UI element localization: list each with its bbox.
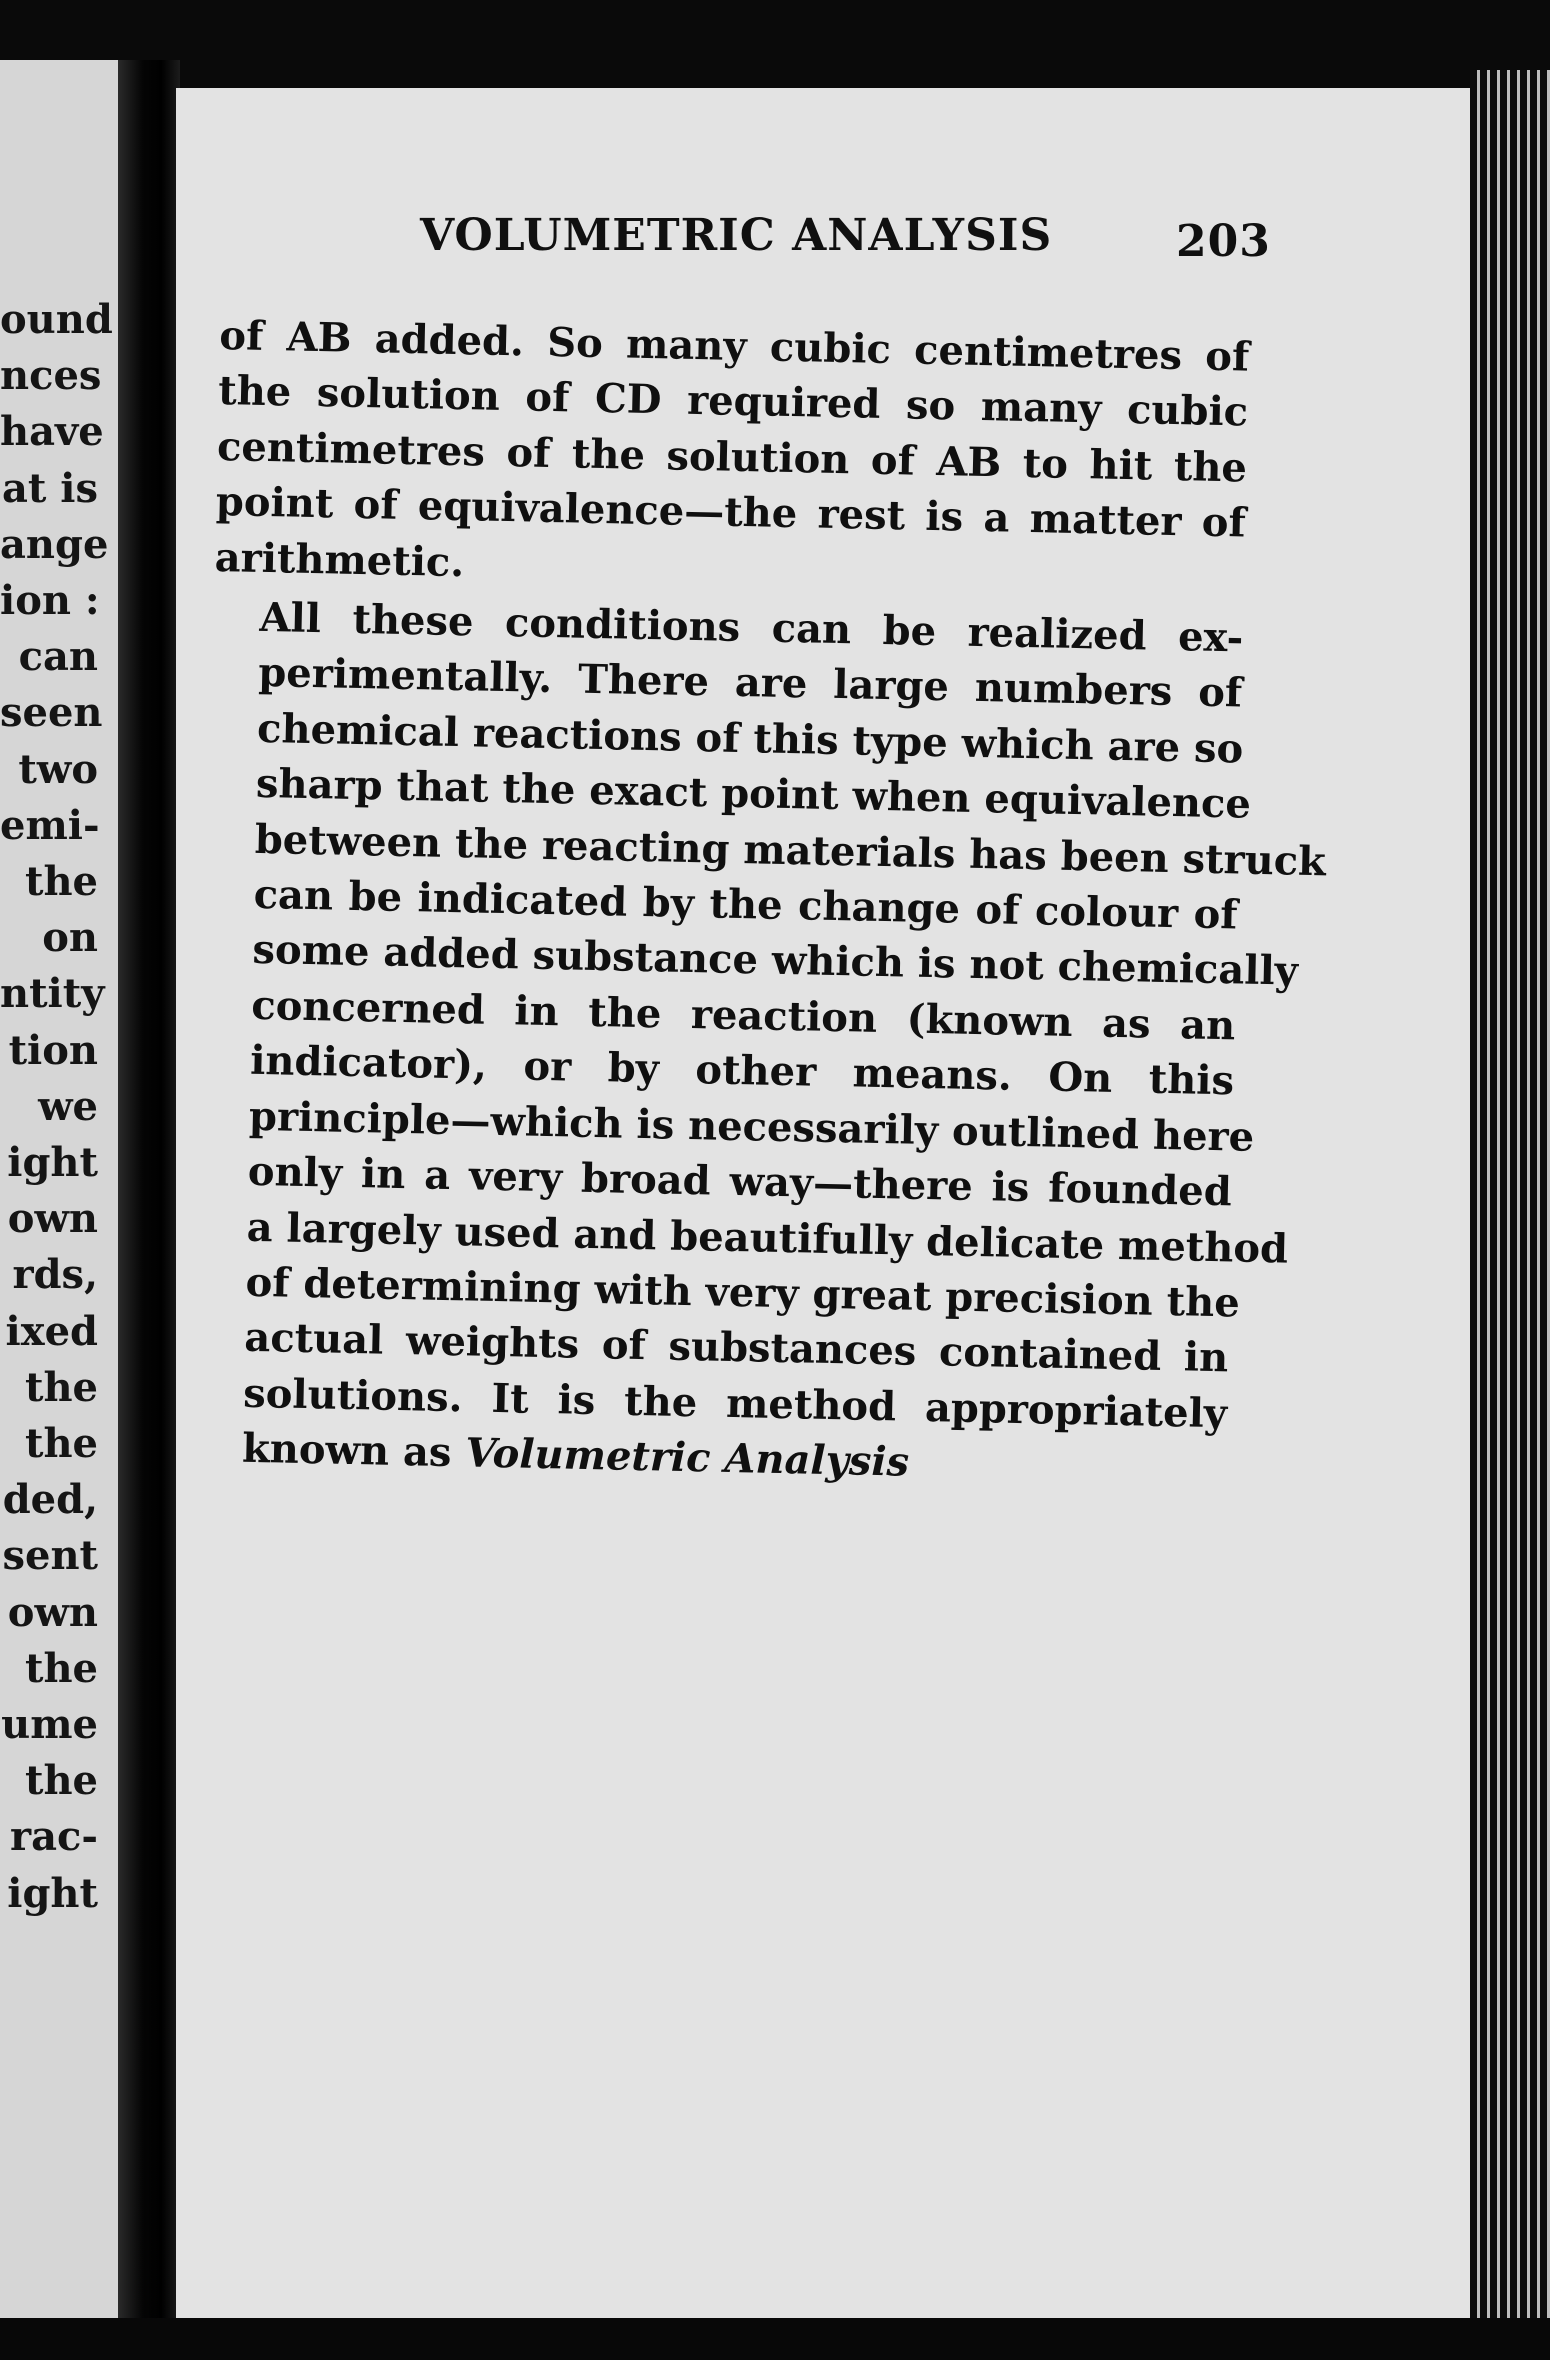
- book-gutter: [118, 60, 180, 2350]
- fragment-line: ange: [0, 520, 109, 568]
- fragment-line: on: [42, 914, 98, 962]
- fragment-line: the: [24, 1644, 98, 1692]
- fragment-line: sent: [2, 1532, 98, 1580]
- text-line: point of equivalence—the rest is a matter of: [215, 478, 1247, 547]
- fragment-line: ion :: [0, 577, 100, 625]
- fragment-line: rds,: [12, 1251, 98, 1299]
- paragraph: [214, 308, 1250, 607]
- fragment-line: ixed: [5, 1307, 98, 1355]
- text-line: perimentally. There are large numbers of: [257, 649, 1243, 717]
- fragment-line: seen: [0, 689, 103, 737]
- running-head: [420, 210, 1271, 267]
- fragment-line: the: [24, 1420, 98, 1468]
- running-head-title: VOLUMETRIC ANALYSIS: [420, 210, 1053, 261]
- fragment-line: tion: [8, 1026, 98, 1074]
- fragment-line: at is: [1, 464, 98, 512]
- fragment-line: the: [24, 858, 98, 906]
- text-line: concerned in the reaction (known as an: [250, 981, 1236, 1050]
- fragment-line: can: [18, 633, 98, 681]
- text-line: sharp that the exact point when equivalence: [255, 760, 1252, 828]
- fragment-line: own: [7, 1588, 98, 1636]
- last-line-text: known as: [241, 1424, 466, 1477]
- book-section-title: Volumetric Analysis: [464, 1429, 910, 1486]
- paragraph: [196, 589, 1327, 1497]
- fragment-line: rac-: [10, 1813, 98, 1861]
- fragment-line: ded,: [2, 1476, 98, 1524]
- fragment-line: ntity: [0, 970, 105, 1018]
- text-line: indicator), or by other means. On this: [249, 1037, 1235, 1105]
- text-line: the solution of CD required so many cubic: [217, 367, 1249, 436]
- page-edges: [1470, 70, 1550, 2360]
- text-line: a largely used and beautifully delicate method: [246, 1203, 1289, 1273]
- scan-bottom-border: [0, 2318, 1550, 2360]
- fragment-line: ume: [1, 1701, 98, 1749]
- text-line: solutions. It is the method appropriately: [242, 1369, 1228, 1438]
- text-line: centimetres of the solution of AB to hit the: [216, 422, 1248, 492]
- fragment-line: the: [24, 1363, 98, 1411]
- page-number: 203: [1176, 216, 1271, 267]
- body-text: [196, 308, 1327, 1497]
- text-line: of AB added. So many cubic centimetres of: [218, 311, 1250, 381]
- fragment-line: ight: [7, 1869, 98, 1917]
- text-line: only in a very broad way—there is founded: [247, 1147, 1233, 1216]
- fragment-line: emi-: [0, 801, 100, 849]
- text-line: can be indicated by the change of colour of: [253, 870, 1239, 939]
- fragment-line: ight: [7, 1139, 98, 1187]
- fragment-line: ound: [0, 296, 113, 343]
- fragment-line: the: [24, 1757, 98, 1805]
- fragment-line: two: [18, 745, 98, 793]
- text-line: All these conditions can be realized ex-: [259, 593, 1244, 662]
- fragment-line: nces: [0, 352, 102, 400]
- fragment-line: own: [7, 1195, 98, 1243]
- scan-top-border: [0, 0, 1550, 95]
- text-line: of determining with very great precision the: [245, 1258, 1241, 1327]
- text-line: chemical reactions of this type which are so: [256, 704, 1244, 773]
- text-line: principle—which is necessarily outlined here: [248, 1092, 1255, 1161]
- fragment-line: have: [0, 408, 104, 456]
- text-line: between the reacting materials has been struck: [254, 815, 1327, 885]
- text-line: some added substance which is not chemically: [252, 926, 1299, 996]
- text-line: arithmetic.: [214, 533, 465, 586]
- fragment-line: we: [38, 1082, 98, 1130]
- text-line: actual weights of substances contained in: [243, 1314, 1229, 1382]
